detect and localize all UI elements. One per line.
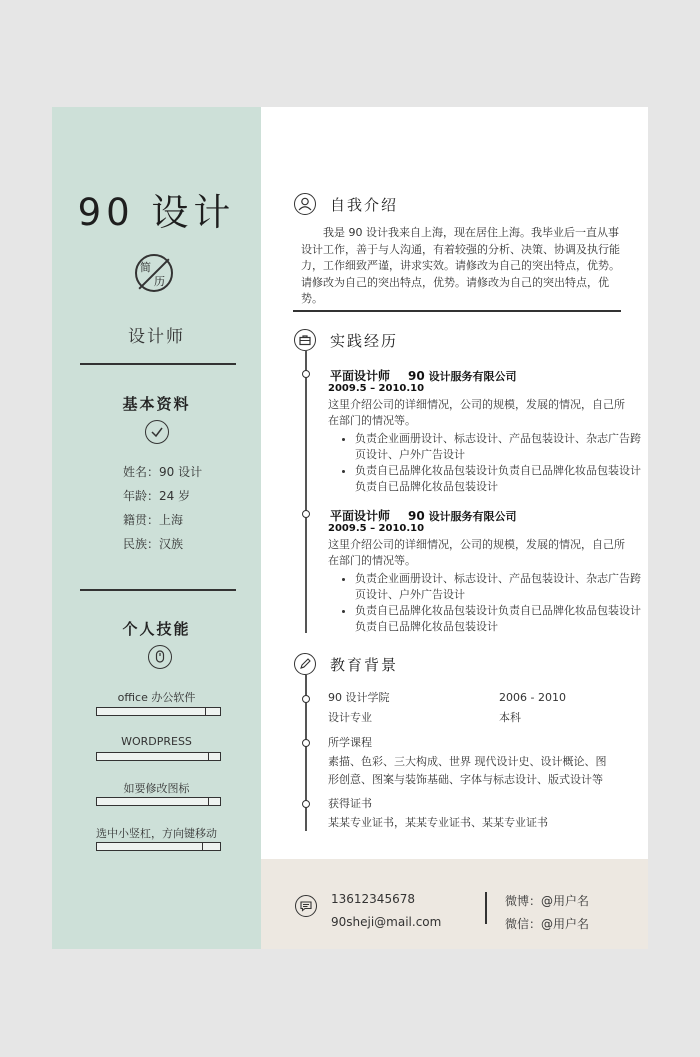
skill-label: office 办公软件 [117,691,196,704]
company-number: 90 [408,509,425,523]
timeline [305,350,307,633]
job-date: 2009.5 – 2010.10 [328,523,425,534]
check-icon [145,420,169,444]
weibo: 微博：@用户名 [505,894,590,908]
timeline-dot [302,739,310,747]
briefcase-icon [294,329,316,351]
company [408,510,517,523]
info-ethnicity: 民族：汉族 [123,537,184,551]
degree: 本科 [499,711,521,724]
timeline-dot [302,695,310,703]
intro-body: 我是 90 设计我来自上海，现在居住上海。我毕业后一直从事设计工作，善于与人沟通，有着较强的分析、决策、协调及执行能力，工作细致严谨，讲求实效。请修改为自己的突出特点，优势。请修改为自己的突出特点，优势。请修改为自己的突出特点，优势。 [301,226,620,305]
job-bullets [331,431,648,495]
company-number: 90 [408,369,425,383]
badge-char-1: 简 [140,261,151,274]
info-age: 年龄：24 岁 [123,489,191,503]
timeline-dot [302,800,310,808]
skill-label: 如要修改图标 [123,782,190,795]
job-title-text: 平面设计师 [330,369,391,383]
courses-title: 所学课程 [328,736,372,749]
job-role: 设计师 [128,327,185,347]
main-content [261,107,648,949]
divider [80,363,236,365]
pencil-icon [294,653,316,675]
mouse-icon [148,645,172,669]
badge-char-2: 历 [154,275,165,288]
resume-name: 90 设计 [77,191,236,234]
company-name: 设计服务有限公司 [428,510,517,523]
phone: 13612345678 [331,892,415,906]
email[interactable]: 90sheji@mail.com [331,915,442,929]
contact-footer [261,859,648,949]
intro-title: 自我介绍 [330,196,399,214]
certs: 某某专业证书，某某专业证书、某某专业证书 [328,816,548,829]
experience-title: 实践经历 [330,332,399,350]
skill-bar [96,797,221,806]
skills-title: 个人技能 [122,620,191,638]
cert-title: 获得证书 [328,797,372,810]
skill-bar-marker[interactable] [97,708,206,715]
timeline-dot [302,510,310,518]
skill-bar-marker[interactable] [97,843,203,850]
info-name: 姓名：90 设计 [123,465,203,479]
job-title [330,367,517,384]
skill-bar-marker[interactable] [97,798,209,805]
resume-badge-icon [135,254,173,292]
job-bullet: • 负责企业画册设计、标志设计、产品包装设计、杂志广告跨页设计、户外广告设计 [355,571,648,603]
skill-bar [96,842,221,851]
school: 90 设计学院 [328,691,390,704]
edu-years: 2006 - 2010 [499,691,566,704]
job-title [330,507,517,524]
education-title: 教育背景 [330,656,399,674]
divider [485,892,487,924]
timeline-dot [302,370,310,378]
job-date: 2009.5 – 2010.10 [328,383,425,394]
job-desc: 这里介绍公司的详细情况，公司的规模，发展的情况，自己所在部门的情况等。 [328,398,625,427]
job-bullet: • 负责企业画册设计、标志设计、产品包装设计、杂志广告跨页设计、户外广告设计 [355,431,648,463]
user-icon [294,193,316,215]
skill-label: 选中小竖杠，方向键移动 [96,827,217,840]
divider [80,589,236,591]
basic-info-title: 基本资料 [122,395,191,413]
divider [293,310,621,312]
company [408,370,517,383]
skill-label: WORDPRESS [121,735,192,748]
sidebar [52,107,261,949]
info-hometown: 籍贯：上海 [123,513,184,527]
job-bullets [331,571,648,635]
skill-bar [96,707,221,716]
resume-page [52,107,648,949]
intro-text [301,225,621,308]
skill-bar-marker[interactable] [97,753,209,760]
skill-bar [96,752,221,761]
wechat: 微信：@用户名 [505,917,590,931]
courses: 素描、色彩、三大构成、世界 现代设计史、设计概论、图形创意、图案与装饰基础、字体与标志设计、版式设计等 [328,755,607,786]
job-title-text: 平面设计师 [330,509,391,523]
job-bullet: • 负责自已品牌化妆品包装设计负责自已品牌化妆品包装设计负责自已品牌化妆品包装设计 [355,463,648,495]
major: 设计专业 [328,711,372,724]
job-desc: 这里介绍公司的详细情况，公司的规模，发展的情况，自己所在部门的情况等。 [328,538,625,567]
job-bullet: • 负责自已品牌化妆品包装设计负责自已品牌化妆品包装设计负责自已品牌化妆品包装设计 [355,603,648,635]
chat-icon [295,895,317,917]
company-name: 设计服务有限公司 [428,370,517,383]
